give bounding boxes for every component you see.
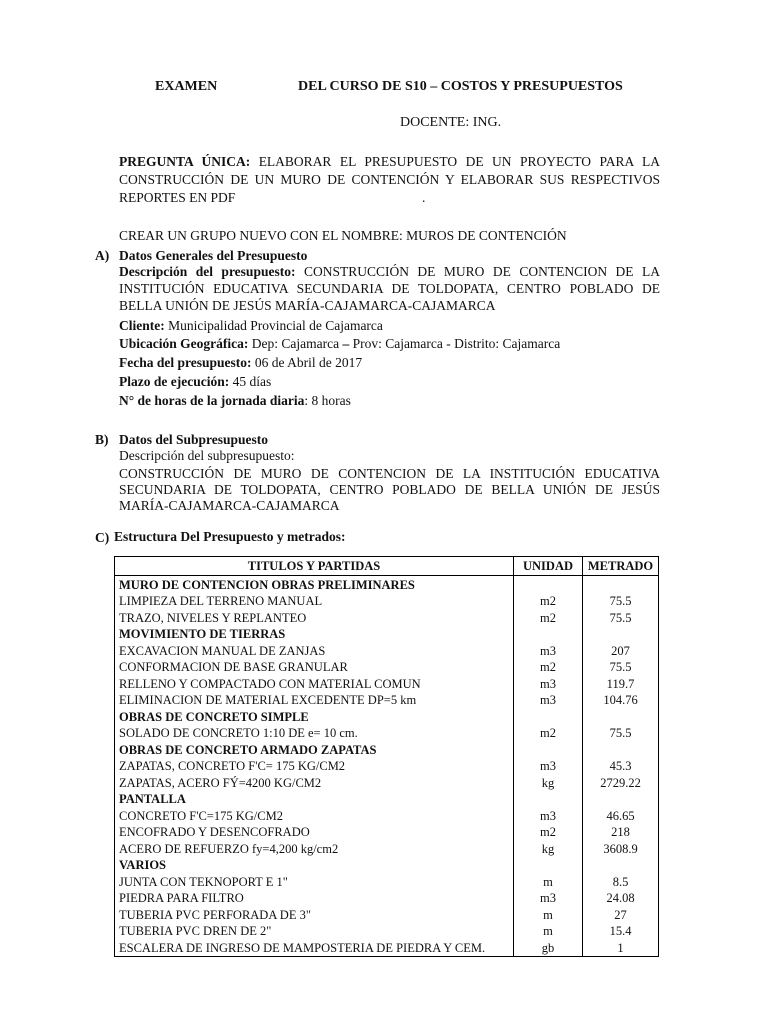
row-unit <box>514 576 583 593</box>
row-quantity: 8.5 <box>583 873 659 890</box>
row-quantity: 75.5 <box>583 725 659 742</box>
section-a-heading: Datos Generales del Presupuesto <box>119 248 308 263</box>
row-description: ELIMINACION DE MATERIAL EXCEDENTE DP=5 km <box>115 692 514 709</box>
row-description: LIMPIEZA DEL TERRENO MANUAL <box>115 593 514 610</box>
budget-desc-line-3: BELLA UNIÓN DE JESÚS MARÍA-CAJAMARCA-CAJAMARCA <box>119 298 496 313</box>
row-quantity: 207 <box>583 642 659 659</box>
row-quantity <box>583 708 659 725</box>
row-description: TUBERIA PVC DREN DE 2" <box>115 923 514 940</box>
row-description: ACERO DE REFUERZO fy=4,200 kg/cm2 <box>115 840 514 857</box>
subbudget-desc-label: Descripción del subpresupuesto: <box>119 448 295 463</box>
row-description: OBRAS DE CONCRETO SIMPLE <box>115 708 514 725</box>
table-header-row <box>115 557 659 576</box>
row-unit: m3 <box>514 642 583 659</box>
teacher-line: DOCENTE: ING. <box>400 115 502 130</box>
table-section-row <box>115 626 659 643</box>
row-quantity: 104.76 <box>583 692 659 709</box>
date-label: Fecha del presupuesto: <box>119 355 252 370</box>
row-description: TUBERIA PVC PERFORADA DE 3" <box>115 906 514 923</box>
table-row <box>115 659 659 676</box>
table-row <box>115 758 659 775</box>
row-unit: m3 <box>514 758 583 775</box>
table-row <box>115 692 659 709</box>
location-label: Ubicación Geográfica: <box>119 336 249 351</box>
row-unit: m3 <box>514 675 583 692</box>
row-quantity <box>583 791 659 808</box>
budget-desc-text-1: CONSTRUCCIÓN DE MURO DE CONTENCION DE LA <box>303 264 661 279</box>
row-quantity: 75.5 <box>583 659 659 676</box>
question-text-1: ELABORAR EL PRESUPUESTO DE UN PROYECTO PARA LA <box>258 154 660 169</box>
table-section-row <box>115 791 659 808</box>
table-section-row <box>115 857 659 874</box>
subbudget-line-3: MARÍA-CAJAMARCA-CAJAMARCA <box>119 498 340 513</box>
row-description: VARIOS <box>115 857 514 874</box>
row-unit: m3 <box>514 807 583 824</box>
table-row <box>115 873 659 890</box>
row-quantity <box>583 576 659 593</box>
row-quantity: 24.08 <box>583 890 659 907</box>
row-unit: m <box>514 923 583 940</box>
row-quantity <box>583 626 659 643</box>
row-quantity: 45.3 <box>583 758 659 775</box>
table-row <box>115 939 659 956</box>
metrados-table <box>114 556 659 957</box>
budget-desc-line-2: INSTITUCIÓN EDUCATIVA SECUNDARIA DE TOLDOPATA, CENTRO POBLADO DE <box>119 281 660 296</box>
row-description: RELLENO Y COMPACTADO CON MATERIAL COMUN <box>115 675 514 692</box>
table-row <box>115 609 659 626</box>
row-unit <box>514 857 583 874</box>
row-unit: m2 <box>514 593 583 610</box>
row-quantity: 2729.22 <box>583 774 659 791</box>
row-description: PIEDRA PARA FILTRO <box>115 890 514 907</box>
row-description: EXCAVACION MANUAL DE ZANJAS <box>115 642 514 659</box>
course-title: DEL CURSO DE S10 – COSTOS Y PRESUPUESTOS <box>298 79 623 94</box>
row-unit: m2 <box>514 609 583 626</box>
client-label: Cliente: <box>119 318 165 333</box>
term-label: Plazo de ejecución: <box>119 374 230 389</box>
row-quantity: 119.7 <box>583 675 659 692</box>
row-unit <box>514 791 583 808</box>
table-row <box>115 593 659 610</box>
row-description: SOLADO DE CONCRETO 1:10 DE e= 10 cm. <box>115 725 514 742</box>
row-unit: m3 <box>514 692 583 709</box>
client-line <box>119 317 383 334</box>
table-row <box>115 725 659 742</box>
hours-label: N° de horas de la jornada diaria <box>119 393 305 408</box>
table-section-row <box>115 708 659 725</box>
row-quantity: 27 <box>583 906 659 923</box>
row-unit: gb <box>514 939 583 956</box>
row-description: OBRAS DE CONCRETO ARMADO ZAPATAS <box>115 741 514 758</box>
table-row <box>115 890 659 907</box>
row-description: JUNTA CON TEKNOPORT E 1" <box>115 873 514 890</box>
table-row <box>115 840 659 857</box>
row-unit: m3 <box>514 890 583 907</box>
row-description: ZAPATAS, ACERO FÝ=4200 KG/CM2 <box>115 774 514 791</box>
table-row <box>115 675 659 692</box>
budget-desc-label: Descripción del presupuesto: <box>119 264 296 279</box>
section-b-letter: B) <box>95 432 109 447</box>
row-description: TRAZO, NIVELES Y REPLANTEO <box>115 609 514 626</box>
section-b-heading: Datos del Subpresupuesto <box>119 432 269 447</box>
question-line-1 <box>119 153 660 170</box>
client-value: Municipalidad Provincial de Cajamarca <box>168 318 383 333</box>
row-description: CONFORMACION DE BASE GRANULAR <box>115 659 514 676</box>
table-row <box>115 774 659 791</box>
table-row <box>115 807 659 824</box>
row-unit: kg <box>514 774 583 791</box>
row-description: ENCOFRADO Y DESENCOFRADO <box>115 824 514 841</box>
row-unit <box>514 708 583 725</box>
row-unit <box>514 741 583 758</box>
row-quantity <box>583 741 659 758</box>
location-rest: Prov: Cajamarca - Distrito: Cajamarca <box>352 336 561 351</box>
table-row <box>115 642 659 659</box>
row-unit <box>514 626 583 643</box>
term-line <box>119 373 271 390</box>
header-titles: TITULOS Y PARTIDAS <box>115 557 514 576</box>
hours-line <box>119 392 351 409</box>
header-unit: UNIDAD <box>514 557 583 576</box>
table-section-row <box>115 576 659 593</box>
question-line-3: REPORTES EN PDF <box>119 190 236 205</box>
table-row <box>115 824 659 841</box>
row-description: CONCRETO F'C=175 KG/CM2 <box>115 807 514 824</box>
row-quantity: 218 <box>583 824 659 841</box>
table-body <box>115 576 659 957</box>
row-quantity: 1 <box>583 939 659 956</box>
budget-desc-line-1 <box>119 263 660 280</box>
question-dot: . <box>422 190 426 205</box>
table-row <box>115 906 659 923</box>
create-group-instruction: CREAR UN GRUPO NUEVO CON EL NOMBRE: MUROS DE CONTENCIÓN <box>119 228 567 243</box>
exam-label: EXAMEN <box>155 79 218 94</box>
row-quantity: 75.5 <box>583 593 659 610</box>
date-value: 06 de Abril de 2017 <box>254 355 363 370</box>
table-row <box>115 923 659 940</box>
subbudget-line-1: CONSTRUCCIÓN DE MURO DE CONTENCION DE LA INSTITUCIÓN EDUCATIVA <box>119 466 660 481</box>
term-value: 45 días <box>232 374 272 389</box>
row-description: MURO DE CONTENCION OBRAS PRELIMINARES <box>115 576 514 593</box>
row-quantity: 75.5 <box>583 609 659 626</box>
section-a-letter: A) <box>95 248 110 263</box>
question-line-2: CONSTRUCCIÓN DE UN MURO DE CONTENCIÓN Y ELABORAR SUS RESPECTIVOS <box>119 172 660 187</box>
row-description: PANTALLA <box>115 791 514 808</box>
row-unit: m2 <box>514 824 583 841</box>
hours-value: : 8 horas <box>304 393 351 408</box>
row-description: ESCALERA DE INGRESO DE MAMPOSTERIA DE PIEDRA Y CEM. <box>115 939 514 956</box>
subbudget-line-2: SECUNDARIA DE TOLDOPATA, CENTRO POBLADO DE BELLA UNIÓN DE JESÚS <box>119 482 660 497</box>
question-label: PREGUNTA ÚNICA: <box>119 154 251 169</box>
row-unit: m2 <box>514 659 583 676</box>
section-c-letter: C) <box>95 530 110 545</box>
row-quantity: 15.4 <box>583 923 659 940</box>
table-section-row <box>115 741 659 758</box>
row-quantity: 3608.9 <box>583 840 659 857</box>
row-unit: kg <box>514 840 583 857</box>
row-description: MOVIMIENTO DE TIERRAS <box>115 626 514 643</box>
row-description: ZAPATAS, CONCRETO F'C= 175 KG/CM2 <box>115 758 514 775</box>
row-quantity: 46.65 <box>583 807 659 824</box>
location-dash: – <box>342 336 350 351</box>
row-unit: m <box>514 906 583 923</box>
row-quantity <box>583 857 659 874</box>
header-quantity: METRADO <box>583 557 659 576</box>
date-line <box>119 354 362 371</box>
section-c-heading: Estructura Del Presupuesto y metrados: <box>114 529 346 544</box>
row-unit: m <box>514 873 583 890</box>
row-unit: m2 <box>514 725 583 742</box>
location-line <box>119 335 560 352</box>
location-dep: Dep: Cajamarca <box>251 336 340 351</box>
